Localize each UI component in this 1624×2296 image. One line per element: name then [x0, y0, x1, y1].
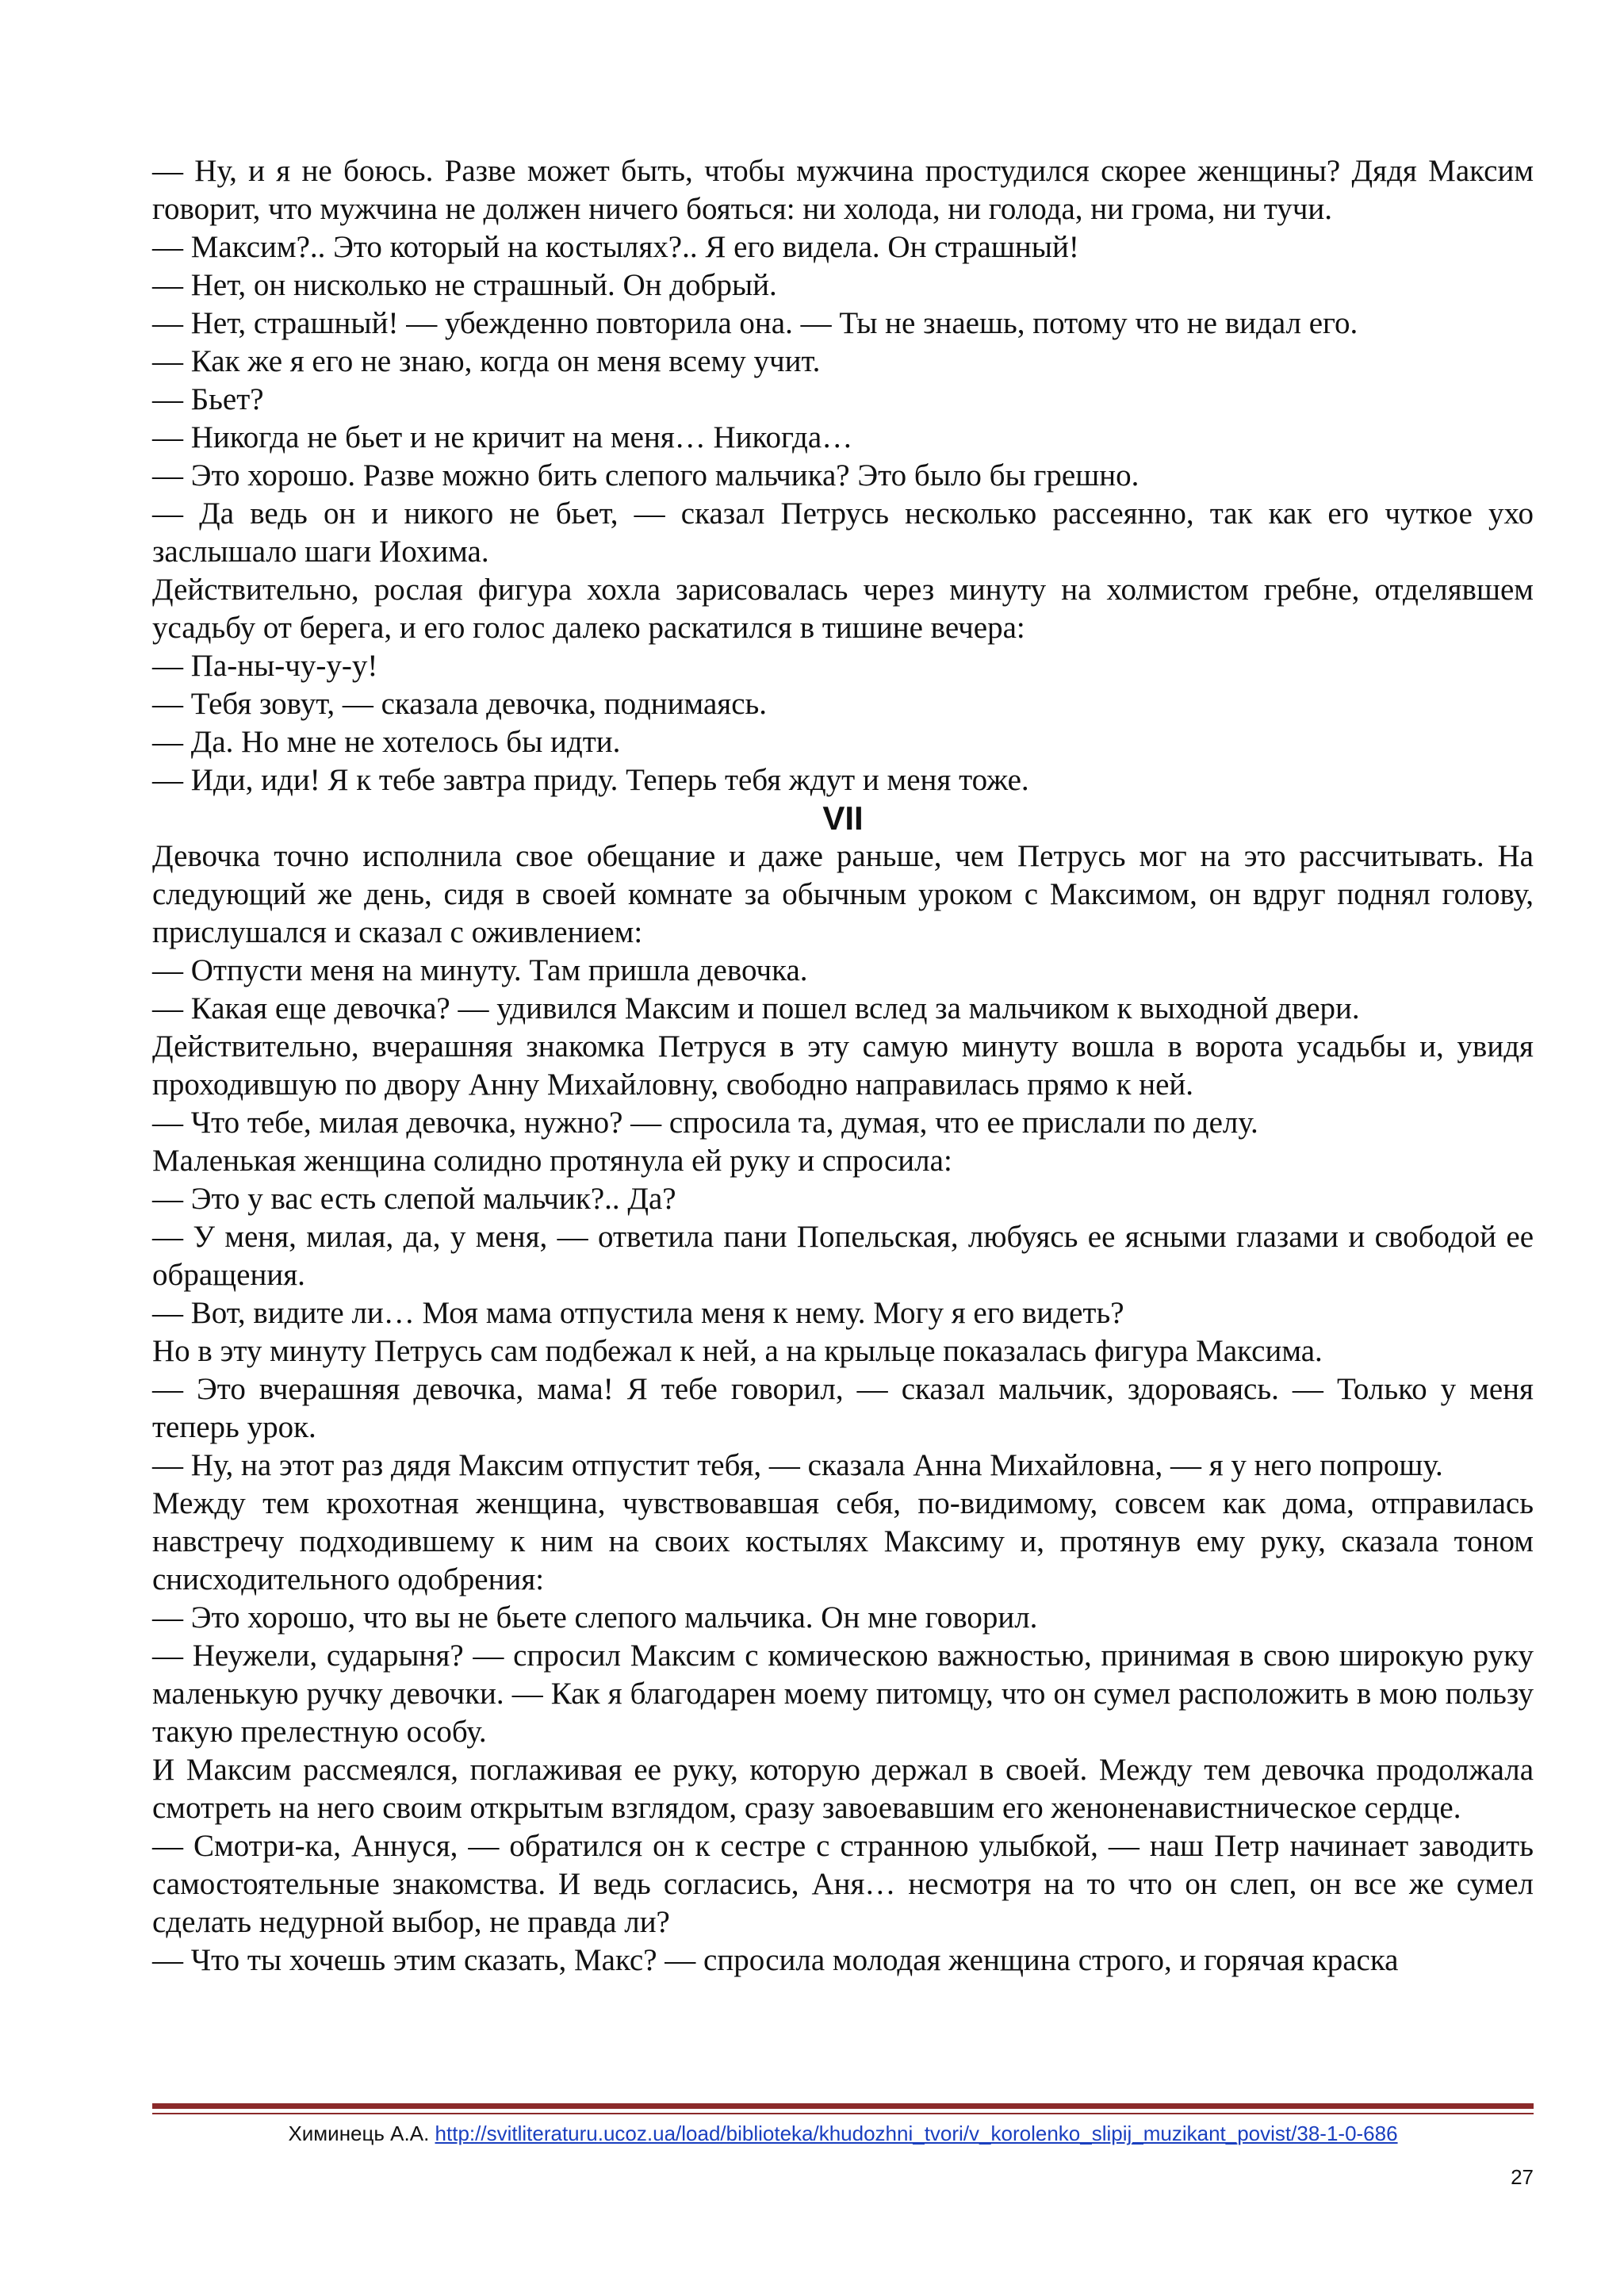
paragraph: — Как же я его не знаю, когда он меня всему учит.	[152, 344, 821, 378]
paragraph: — Нет, страшный! — убежденно повторила она. — Ты не знаешь, потому что не видал его.	[152, 306, 1358, 340]
footer-rule-thin	[152, 2113, 1534, 2114]
paragraph: — Что тебе, милая девочка, нужно? — спросила та, думая, что ее прислали по делу.	[152, 1106, 1258, 1140]
paragraph: — Это хорошо. Разве можно бить слепого мальчика? Это было бы грешно.	[152, 458, 1139, 493]
chapter-heading: VII	[822, 799, 864, 837]
paragraph: Но в эту минуту Петрусь сам подбежал к ней, а на крыльце показалась фигура Максима.	[152, 1334, 1323, 1368]
paragraph: — Это хорошо, что вы не бьете слепого мальчика. Он мне говорил.	[152, 1600, 1038, 1635]
paragraph: — Никогда не бьет и не кричит на меня… Никогда…	[152, 420, 853, 454]
paragraph: — Вот, видите ли… Моя мама отпустила меня к нему. Могу я его видеть?	[152, 1296, 1124, 1330]
footer-source-link[interactable]: http://svitliteraturu.ucoz.ua/load/biblioteka/khudozhni_tvori/v_korolenko_slipij_muzikant_povist/38-1-0-686	[435, 2122, 1398, 2145]
paragraph: — Ну, на этот раз дядя Максим отпустит тебя, — сказала Анна Михайловна, — я у него попрошу.	[152, 1448, 1443, 1482]
paragraph: Девочка точно исполнила свое обещание и даже раньше, чем Петрусь мог на это рассчитывать. На следующий же день, сидя в своей комнате за обычным уроком с Максимом, он вдруг поднял голову, прислушался и сказал с оживлением:	[152, 839, 1534, 949]
paragraph: Действительно, рослая фигура хохла зарисовалась через минуту на холмистом гребне, отделявшем усадьбу от берега, и его голос далеко раскатился в тишине вечера:	[152, 573, 1534, 645]
paragraph: И Максим рассмеялся, поглаживая ее руку, которую держал в своей. Между тем девочка продолжала смотреть на него своим открытым взглядом, сразу завоевавшим его женоненавистническое сердце.	[152, 1753, 1534, 1825]
paragraph: — Отпусти меня на минуту. Там пришла девочка.	[152, 953, 808, 987]
page-body	[152, 152, 1534, 1980]
paragraph: — Тебя зовут, — сказала девочка, поднимаясь.	[152, 687, 768, 721]
paragraph: — Да ведь он и никого не бьет, — сказал Петрусь несколько рассеянно, так как его чуткое ухо заслышало шаги Иохима.	[152, 496, 1534, 569]
paragraph: — Ну, и я не боюсь. Разве может быть, чтобы мужчина простудился скорее женщины? Дядя Максим говорит, что мужчина не должен ничего бояться: ни холода, ни голода, ни грома, ни тучи.	[152, 154, 1534, 226]
paragraph: — Па-ны-чу-у-у!	[152, 649, 378, 683]
paragraph: — Что ты хочешь этим сказать, Макс? — спросила молодая женщина строго, и горячая краска	[152, 1943, 1399, 1977]
paragraph: — Максим?.. Это который на костылях?.. Я его видела. Он страшный!	[152, 230, 1079, 264]
paragraph: — Какая еще девочка? — удивился Максим и пошел вслед за мальчиком к выходной двери.	[152, 991, 1360, 1025]
paragraph: — Это у вас есть слепой мальчик?.. Да?	[152, 1182, 676, 1216]
paragraph: Между тем крохотная женщина, чувствовавшая себя, по-видимому, совсем как дома, отправилась навстречу подходившему к ним на своих костылях Максиму и, протянув ему руку, сказала тоном снисходительного одобрения:	[152, 1486, 1534, 1596]
paragraph: — Иди, иди! Я к тебе завтра приду. Теперь тебя ждут и меня тоже.	[152, 763, 1029, 797]
paragraph: — Это вчерашняя девочка, мама! Я тебе говорил, — сказал мальчик, здороваясь. — Только у меня теперь урок.	[152, 1372, 1534, 1444]
paragraph: Маленькая женщина солидно протянула ей руку и спросила:	[152, 1144, 952, 1178]
paragraph: — Бьет?	[152, 382, 264, 416]
footer-rule-thick	[152, 2103, 1534, 2109]
page-number: 27	[1511, 2165, 1534, 2189]
footer	[152, 2119, 1534, 2148]
paragraph: — Неужели, сударыня? — спросил Максим с комическою важностью, принимая в свою широкую руку маленькую ручку девочки. — Как я благодарен моему питомцу, что он сумел расположить в мою пользу такую прелестную особу.	[152, 1639, 1534, 1749]
footer-author: Химинець А.А.	[288, 2122, 435, 2145]
paragraph: — Нет, он нисколько не страшный. Он добрый.	[152, 268, 777, 302]
paragraph: Действительно, вчерашняя знакомка Петруся в эту самую минуту вошла в ворота усадьбы и, увидя проходившую по двору Анну Михайловну, свободно направилась прямо к ней.	[152, 1029, 1534, 1102]
paragraph: — Смотри-ка, Аннуся, — обратился он к сестре с странною улыбкой, — наш Петр начинает заводить самостоятельные знакомства. И ведь согласись, Аня… несмотря на то что он слеп, он все же сумел сделать недурной выбор, не правда ли?	[152, 1829, 1534, 1939]
paragraph: — У меня, милая, да, у меня, — ответила пани Попельская, любуясь ее ясными глазами и свободой ее обращения.	[152, 1220, 1534, 1292]
paragraph: — Да. Но мне не хотелось бы идти.	[152, 725, 621, 759]
